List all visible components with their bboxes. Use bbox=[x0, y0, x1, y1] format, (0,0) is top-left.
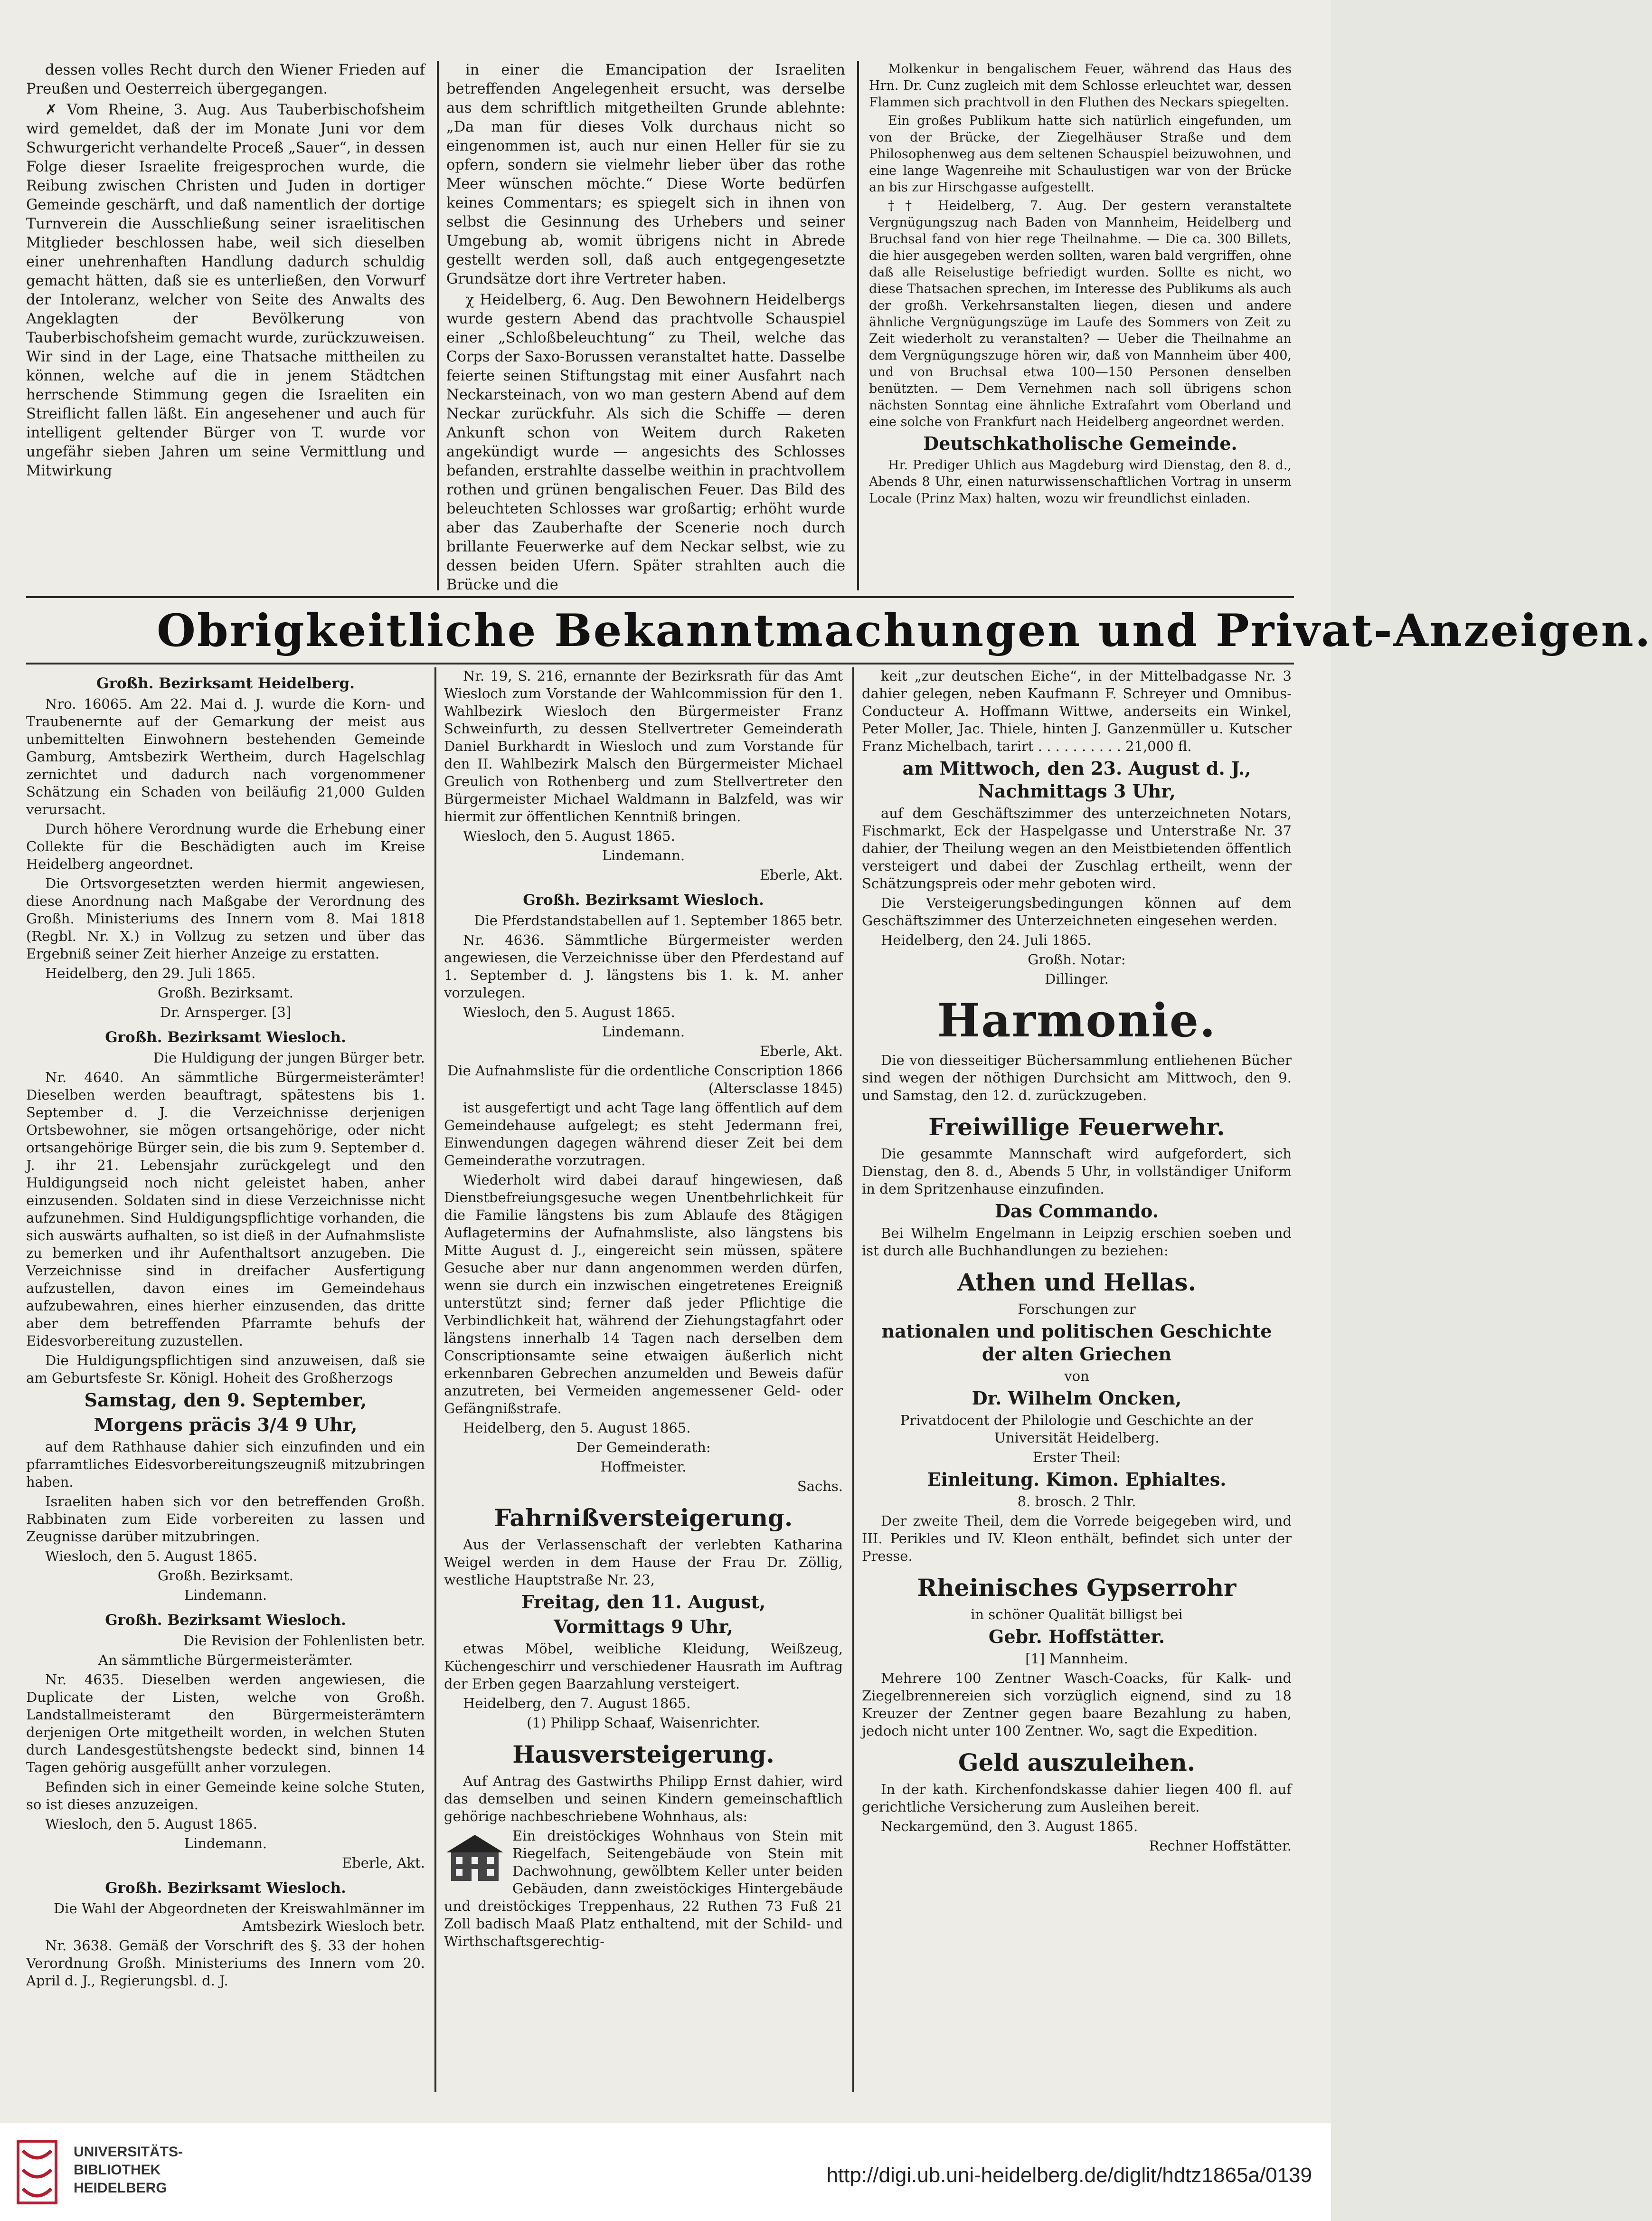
notice-paragraph: Die Ortsvorgesetzten werden hiermit angewiesen, diese Anordnung nach Maßgabe der Verordnung des Großh. Ministeriums des Innern vom 8. Mai 1818 (Regbl. Nr. X.) in Vollzug zu setzen und über das Ergebniß seiner Zeit hierher Anzeige zu erstatten. bbox=[26, 875, 425, 962]
subject-line: Die Pferdstandstabellen auf 1. September 1865 betr. bbox=[474, 912, 843, 929]
notice-paragraph: Wiesloch, den 5. August 1865. bbox=[463, 828, 675, 844]
subject-line: Rechner Hoffstätter. bbox=[1149, 1838, 1292, 1854]
office-heading: Großh. Bezirksamt Wiesloch. bbox=[105, 1879, 346, 1897]
notice-paragraph: Wiederholt wird dabei darauf hingewiesen, daß Dienstbefreiungsgesuche wegen Unentbehrlichkeit für die Familie längstens bis zum Ablaufe des 8tägigen Auflagetermins der Aufnahmsliste, also längstens bis Mitte August d. J., eingereicht sein müssen, spätere Gesuche aber nur dann angenommen werden dürfen, wenn sie durch ein inzwischen eingetretenes Ereigniß unterstützt sind; ferner daß jeder Pflichtige die Verbindlichkeit hat, während der Ziehungstagfahrt oder längstens innerhalb 14 Tagen nach derselben dem Conscriptionsamte seine etwaigen äußerlich nicht erkennbaren Gebrechen anzumelden und Beweis dafür anzutreten, bei Vermeiden angemessener Geld- oder Gefängnißstrafe. bbox=[444, 1172, 843, 1416]
article-paragraph: Molkenkur in bengalischem Feuer, während das Haus des Hrn. Dr. Cunz zugleich mit dem Schlosse erleuchtet war, dessen Flammen sich prachtvoll in den Fluthen des Neckars spiegelten. bbox=[869, 62, 1292, 110]
emphasis-line: Samstag, den 9. September, bbox=[84, 1389, 367, 1411]
advert-heading: Freiwillige Feuerwehr. bbox=[928, 1113, 1225, 1141]
signature-line: Lindemann. bbox=[602, 1024, 685, 1040]
notice-paragraph: Die Versteigerungsbedingungen können auf dem Geschäftszimmer des Unterzeichneten eingesehen werden. bbox=[862, 895, 1292, 929]
notice-paragraph: Nr. 3638. Gemäß der Vorschrift des §. 33 der hohen Verordnung Großh. Ministeriums des Innern vom 20. April d. J., Regierungsbl. d. J. bbox=[26, 1937, 425, 1989]
subject-line: Die Huldigung der jungen Bürger betr. bbox=[153, 1050, 425, 1066]
advert-heading: Geld auszuleihen. bbox=[958, 1748, 1196, 1776]
notice-paragraph: Mehrere 100 Zentner Wasch-Coacks, für Kalk- und Ziegelbrennereien sich vorzüglich eignend, sind zu 18 Kreuzer der Zentner gegen baare Bezahlung zu haben, jedoch nicht unter 100 Zentner. Wo, sagt die Expedition. bbox=[862, 1670, 1292, 1739]
notice-paragraph: Die gesammte Mannschaft wird aufgefordert, sich Dienstag, den 8. d., Abends 5 Uhr, in vollständiger Uniform in dem Spritzenhause einzufinden. bbox=[862, 1146, 1292, 1197]
subject-line: Eberle, Akt. bbox=[341, 1855, 425, 1871]
house-icon bbox=[444, 1831, 506, 1883]
notice-paragraph: Wiesloch, den 5. August 1865. bbox=[463, 1004, 675, 1020]
library-name-line: BIBLIOTHEK bbox=[74, 2162, 161, 2178]
signature-line: 8. brosch. 2 Thlr. bbox=[1017, 1493, 1136, 1509]
library-name-line: UNIVERSITÄTS- bbox=[74, 2144, 183, 2160]
notice-paragraph: In der kath. Kirchenfondskasse dahier liegen 400 fl. auf gerichtliche Versicherung zum Ausleihen bereit. bbox=[862, 1781, 1292, 1815]
notice-paragraph: keit „zur deutschen Eiche“, in der Mittelbadgasse Nr. 3 dahier gelegen, neben Kaufmann F. Schreyer und Omnibus-Conducteur A. Hoffmann Wittwe, anderseits ein Winkel, Peter Moller, Jac. Thiele, hinten J. Ganzenmüller u. Kutscher Franz Michelbach, tarirt . . . . . . . . . . 21,000 fl. bbox=[862, 668, 1292, 754]
house-description: Ein dreistöckiges Wohnhaus von Stein mit Riegelfach, Seitengebäude von Stein mit Dachwohnung, gewölbtem Keller unter beiden Gebäuden, dann zweistöckiges Hintergebäude und dreistöckiges Treppenhaus, 22 Ruthen 73 Fuß 21 Zoll badisch Maaß Platz enthaltend, mit der Schild- und Wirthschaftsgerechtig- bbox=[444, 1828, 843, 1949]
notice-paragraph: Aus der Verlassenschaft der verlebten Katharina Weigel werden in dem Hause der Frau Dr. Zöllig, westliche Hauptstraße Nr. 23, bbox=[444, 1537, 843, 1588]
subject-line: Eberle, Akt. bbox=[759, 867, 843, 883]
column-rule bbox=[434, 667, 436, 2092]
emphasis-line: am Mittwoch, den 23. August d. J., Nachmittags 3 Uhr, bbox=[902, 758, 1251, 802]
subject-line: Die Revision der Fohlenlisten betr. bbox=[183, 1633, 425, 1649]
section-rule bbox=[26, 663, 1294, 664]
source-url[interactable]: http://digi.ub.uni-heidelberg.de/diglit/hdtz1865a/0139 bbox=[826, 2164, 1312, 2187]
advert-heading: Athen und Hellas. bbox=[957, 1268, 1196, 1296]
notice-paragraph: auf dem Rathhause dahier sich einzufinden und ein pfarramtliches Eidesvorbereitungszeugniß mitzubringen haben. bbox=[26, 1439, 425, 1490]
top-column-2 bbox=[446, 61, 845, 593]
subject-line: Sachs. bbox=[797, 1478, 843, 1494]
signature-line: Dr. Arnsperger. [3] bbox=[160, 1004, 292, 1020]
emphasis-line: Das Commando. bbox=[995, 1200, 1159, 1222]
emphasis-line: Einleitung. Kimon. Ephialtes. bbox=[927, 1469, 1227, 1490]
signature-line: Großh. Bezirksamt. bbox=[158, 985, 293, 1001]
notice-paragraph: Heidelberg, den 7. August 1865. bbox=[463, 1695, 691, 1711]
notice-paragraph: Heidelberg, den 24. Juli 1865. bbox=[881, 932, 1092, 948]
advert-heading: Rheinisches Gypserrohr bbox=[917, 1574, 1237, 1602]
notice-paragraph: Wiesloch, den 5. August 1865. bbox=[45, 1548, 257, 1564]
signature-line: in schöner Qualität billigst bei bbox=[971, 1606, 1183, 1623]
advert-heading: Harmonie. bbox=[937, 994, 1217, 1047]
notice-paragraph: Nr. 19, S. 216, ernannte der Bezirksrath für das Amt Wiesloch zum Vorstande der Wahlcommission für den 1. Wahlbezirk Wiesloch den Bürgermeister Franz Schweinfurth, zu dessen Stellvertreter Gemeinderath Daniel Burkhardt in Wiesloch und zum Vorstande für den II. Wahlbezirk Malsch den Bürgermeister Michael Greulich von Rothenberg und zum Stellvertreter den Bürgermeister Michael Waldmann in Balzfeld, was wir hiermit zur öffentlichen Kenntniß bringen. bbox=[444, 668, 843, 825]
notice-paragraph: Heidelberg, den 29. Juli 1865. bbox=[45, 965, 256, 981]
emphasis-line: Gebr. Hoffstätter. bbox=[988, 1626, 1165, 1647]
notice-paragraph: Nro. 16065. Am 22. Mai d. J. wurde die Korn- und Traubenernte auf der Gemarkung der meist aus unbemittelten Einwohnern bestehenden Gemeinde Gamburg, Amtsbezirk Wertheim, durch Hagelschlag zernichtet und dadurch nach vorgenommener Schätzung ein Schaden von beiläufig 21,000 Gulden verursacht. bbox=[26, 696, 425, 817]
article-paragraph: in einer die Emancipation der Israeliten betreffenden Angelegenheit ersucht, was derselbe aus dem schriftlich mitgetheilten Grunde ablehnte: „Da man für dieses Volk durchaus nicht so eingenommen ist, auch nur einen Heller für sie zu opfern, sondern sie vielmehr lieber über das rothe Meer wünschen möchte.“ Diese Worte bedürfen keines Commentars; es spiegelt sich in ihnen von selbst die Gesinnung des Urhebers und seiner Umgebung ab, womit übrigens nicht in Abrede gestellt werden soll, daß auch entgegengesetzte Grundsätze dort ihre Vertreter haben. bbox=[446, 62, 845, 287]
top-column-1 bbox=[26, 61, 425, 593]
announcements-column-1 bbox=[26, 667, 425, 2095]
subject-line: Die Aufnahmsliste für die ordentliche Conscription 1866 (Altersclasse 1845) bbox=[447, 1063, 843, 1096]
library-name bbox=[74, 2143, 183, 2197]
notice-paragraph: Bei Wilhelm Engelmann in Leipzig erschien soeben und ist durch alle Buchhandlungen zu beziehen: bbox=[862, 1225, 1292, 1259]
office-heading: Großh. Bezirksamt Heidelberg. bbox=[96, 675, 355, 692]
notice-paragraph: Nr. 4636. Sämmtliche Bürgermeister werden angewiesen, die Verzeichnisse über den Pferdestand auf 1. September d. J. längstens bis 1. k. M. anher vorzulegen. bbox=[444, 932, 843, 1001]
signature-line: Forschungen zur bbox=[1018, 1301, 1136, 1317]
signature-line: Großh. Notar: bbox=[1028, 951, 1126, 968]
signature-line: Dillinger. bbox=[1045, 971, 1109, 987]
article-paragraph: Ein großes Publikum hatte sich natürlich eingefunden, um von der Brücke, der Ziegelhäuser Straße und dem Philosophenweg aus dem seltenen Schauspiel beizuwohnen, und eine lange Wagenreihe mit Schaulustigen war von der Brücke an bis zur Hirschgasse aufgestellt. bbox=[869, 114, 1292, 195]
notice-paragraph: Befinden sich in einer Gemeinde keine solche Stuten, so ist dieses anzuzeigen. bbox=[26, 1779, 425, 1813]
notice-paragraph: Israeliten haben sich vor den betreffenden Großh. Rabbinaten zum Eide vorbereiten zu lassen und Zeugnisse darüber mitzubringen. bbox=[26, 1493, 425, 1545]
notice-paragraph: Neckargemünd, den 3. August 1865. bbox=[881, 1818, 1138, 1834]
notice-paragraph: Die von diesseitiger Büchersammlung entliehenen Bücher sind wegen der nöthigen Durchsicht am Mittwoch, den 9. und Samstag, den 12. d. zurückzugeben. bbox=[862, 1052, 1292, 1103]
office-heading: Großh. Bezirksamt Wiesloch. bbox=[523, 892, 764, 909]
notice-paragraph: Wiesloch, den 5. August 1865. bbox=[45, 1816, 257, 1832]
library-name-line: HEIDELBERG bbox=[74, 2180, 167, 2196]
signature-line: von bbox=[1064, 1368, 1089, 1384]
advert-heading: Hausversteigerung. bbox=[512, 1740, 774, 1768]
subject-line: Eberle, Akt. bbox=[759, 1043, 843, 1059]
top-column-3 bbox=[869, 61, 1292, 593]
signature-line: Erster Theil: bbox=[1032, 1449, 1121, 1465]
column-rule bbox=[857, 61, 859, 590]
announcements-column-3 bbox=[862, 667, 1292, 2095]
emphasis-line: nationalen und politischen Geschichte der alten Griechen bbox=[881, 1320, 1272, 1365]
emphasis-line: Morgens präcis 3/4 9 Uhr, bbox=[94, 1414, 358, 1435]
signature-line: Lindemann. bbox=[184, 1587, 267, 1603]
notice-paragraph: Durch höhere Verordnung wurde die Erhebung einer Collekte für die Beschädigten auch im Kreise Heidelberg angeordnet. bbox=[26, 821, 425, 872]
article-paragraph: Hr. Prediger Uhlich aus Magdeburg wird Dienstag, den 8. d., Abends 8 Uhr, einen naturwissenschaftlichen Vortrag in unserm Locale (Prinz Max) halten, wozu wir freundlichst einladen. bbox=[869, 458, 1292, 506]
signature-line: Privatdocent der Philologie und Geschichte an der Universität Heidelberg. bbox=[900, 1412, 1254, 1446]
signature-line: Der Gemeinderath: bbox=[576, 1439, 711, 1455]
article-paragraph: χ Heidelberg, 6. Aug. Den Bewohnern Heidelbergs wurde gestern Abend das prachtvolle Schauspiel einer „Schloßbeleuchtung“ zu Theil, welche das Corps der Saxo-Borussen veranstaltet hatte. Dasselbe feierte seinen Stiftungstag mit einer Ausfahrt nach Neckarsteinach, von wo man gestern Abend auf dem Neckar zurückfuhr. Als sich die Schiffe — deren Ankunft schon von Weitem durch Raketen angekündigt wurde — angesichts des Schlosses befanden, erstrahlte dasselbe weithin in prachtvollem rothen und grünen bengalischen Feuer. Das Bild des beleuchteten Schlosses war großartig; erhöht wurde aber das Zauberhafte der Scenerie noch durch brillante Feuerwerke auf dem Neckar selbst, wie zu dessen beiden Ufern. Später strahlten auch die Brücke und die bbox=[446, 292, 845, 593]
notice-paragraph: Auf Antrag des Gastwirths Philipp Ernst dahier, wird das demselben und seinen Kindern gemeinschaftlich gehörige nachbeschriebene Wohnhaus, als: bbox=[444, 1773, 843, 1824]
emphasis-line: Dr. Wilhelm Oncken, bbox=[972, 1387, 1182, 1409]
notice-paragraph: Die Huldigungspflichtigen sind anzuweisen, daß sie am Geburtsfeste Sr. Königl. Hoheit des Großherzogs bbox=[26, 1352, 425, 1386]
notice-paragraph: Heidelberg, den 5. August 1865. bbox=[463, 1420, 691, 1436]
subject-line: Die Wahl der Abgeordneten der Kreiswahlmänner im Amtsbezirk Wiesloch betr. bbox=[53, 1900, 425, 1934]
announcements-column-2 bbox=[444, 667, 843, 2095]
emphasis-line: Vormittags 9 Uhr, bbox=[554, 1616, 733, 1637]
emphasis-line: Freitag, den 11. August, bbox=[521, 1591, 766, 1613]
signature-line: Lindemann. bbox=[602, 847, 685, 864]
library-logo-icon bbox=[13, 2136, 61, 2208]
notice-paragraph: auf dem Geschäftszimmer des unterzeichneten Notars, Fischmarkt, Eck der Haspelgasse und Unterstraße Nr. 37 dahier, der Theilung wegen an den Meistbietenden öffentlich versteigert und dabei der Zuschlag ertheilt, wenn der Schätzungspreis oder mehr geboten wird. bbox=[862, 805, 1292, 892]
column-rule bbox=[437, 61, 439, 590]
signature-line: Lindemann. bbox=[184, 1835, 267, 1851]
notice-heading: Deutschkatholische Gemeinde. bbox=[923, 433, 1237, 454]
signature-line: (1) Philipp Schaaf, Waisenrichter. bbox=[527, 1715, 760, 1731]
notice-paragraph: Der zweite Theil, dem die Vorrede beigegeben wird, und III. Perikles und IV. Kleon enthält, befindet sich unter der Presse. bbox=[862, 1513, 1292, 1564]
notice-paragraph: etwas Möbel, weibliche Kleidung, Weißzeug, Küchengeschirr und verschiedener Hausrath im Auftrag der Erben gegen Baarzahlung versteigert. bbox=[444, 1641, 843, 1692]
announcements-banner: Obrigkeitliche Bekanntmachungen und Privat-Anzeigen. bbox=[157, 605, 1652, 657]
office-heading: Großh. Bezirksamt Wiesloch. bbox=[105, 1612, 346, 1629]
signature-line: [1] Mannheim. bbox=[1025, 1651, 1128, 1667]
notice-paragraph: Nr. 4635. Dieselben werden angewiesen, die Duplicate der Listen, welche von Großh. Landstallmeisteramt den Bürgermeisterämtern derjenigen Orte mitgetheilt worden, in welchen Stuten durch Landesgestütshengste bedeckt sind, binnen 14 Tagen gehörig ausgefüllt anher vorzulegen. bbox=[26, 1671, 425, 1775]
notice-paragraph: ist ausgefertigt und acht Tage lang öffentlich auf dem Gemeindehause aufgelegt; es steht Jedermann frei, Einwendungen dagegen während dieser Zeit bei dem Gemeinderathe vorzutragen. bbox=[444, 1100, 843, 1168]
article-paragraph: †† Heidelberg, 7. Aug. Der gestern veranstaltete Vergnügungszug nach Baden von Mannheim, Heidelberg und Bruchsal fand von hier rege Theilnahme. — Die ca. 300 Billets, die hier ausgegeben werden sollten, waren bald vergriffen, ohne daß alle Reiselustige befriedigt wurden. Sollte es nicht, wo diese Thatsachen sprechen, im Interesse des Publikums als auch der großh. Verkehrsanstalten liegen, diesen und andere ähnliche Vergnügungszüge im Laufe des Sommers von Zeit zu Zeit wiederholt zu veranstalten? — Ueber die Theilnahme an dem Vergnügungszuge hören wir, daß von Mannheim über 400, und von Bruchsal etwa 100—150 Personen denselben benützten. — Dem Vernehmen nach soll übrigens schon nächsten Sonntag eine ähnliche Extrafahrt vom Oberland und eine solche von Frankfurt nach Heidelberg angeordnet werden. bbox=[869, 199, 1292, 429]
column-rule bbox=[852, 667, 854, 2092]
signature-line: Großh. Bezirksamt. bbox=[158, 1567, 293, 1584]
section-rule bbox=[26, 596, 1294, 598]
signature-line: Hoffmeister. bbox=[600, 1459, 687, 1475]
article-paragraph: dessen volles Recht durch den Wiener Frieden auf Preußen und Oesterreich übergegangen. bbox=[26, 62, 425, 97]
office-heading: Großh. Bezirksamt Wiesloch. bbox=[105, 1029, 346, 1046]
signature-line: An sämmtliche Bürgermeisterämter. bbox=[98, 1652, 353, 1668]
house-listing bbox=[444, 1827, 843, 1950]
article-paragraph: ✗ Vom Rheine, 3. Aug. Aus Tauberbischofsheim wird gemeldet, daß der im Monate Juni vor dem Schwurgericht verhandelte Proceß „Sauer“, in dessen Folge dieser Israelite freigesprochen wurde, die Reibung zwischen Christen und Juden in dortiger Gemeinde geschärft, und daß namentlich der dortige Turnverein die Ausschließung seiner israelitischen Mitglieder beschlossen habe, weil sich dieselben einer unehrenhaften Handlung dadurch schuldig gemacht hätten, daß sie es unterließen, den Vorwurf der Intoleranz, welcher von Seite des Anwalts des Angeklagten der Bevölkerung von Tauberbischofsheim gemacht wurde, zurückzuweisen. Wir sind in der Lage, eine Thatsache mittheilen zu können, welche auf die in jenem Städtchen herrschende Stimmung gegen die Israeliten ein Streiflicht fallen läßt. Ein angesehener und auch für intelligent geltender Bürger von T. wurde vor ungefähr sieben Jahren um seine Vermittlung und Mitwirkung bbox=[26, 102, 425, 479]
notice-paragraph: Nr. 4640. An sämmtliche Bürgermeisterämter! Dieselben werden beauftragt, spätestens bis 1. September d. J. die Verzeichnisse derjenigen Ortsbewohner, sie mögen ortsangehörige, oder nicht ortsangehörige Bürger sein, die bis zum 9. September d. J. ihr 21. Lebensjahr zurückgelegt und den Huldigungseid noch nicht geleistet haben, anher einzusenden. Soldaten sind in diese Verzeichnisse nicht aufzunehmen. Sind Huldigungspflichtige vorhanden, die sich auswärts aufhalten, so ist dieß in der Aufnahmsliste zu bemerken und ihr Aufenthaltsort anzugeben. Die Verzeichnisse sind in dreifacher Ausfertigung aufzustellen, davon eines im Gemeindehaus aufzubewahren, eines hierher einzusenden, das dritte aber dem betreffenden Pfarramte behufs der Eidesvorbereitung zuzustellen. bbox=[26, 1069, 425, 1349]
advert-heading: Fahrnißversteigerung. bbox=[494, 1504, 793, 1532]
